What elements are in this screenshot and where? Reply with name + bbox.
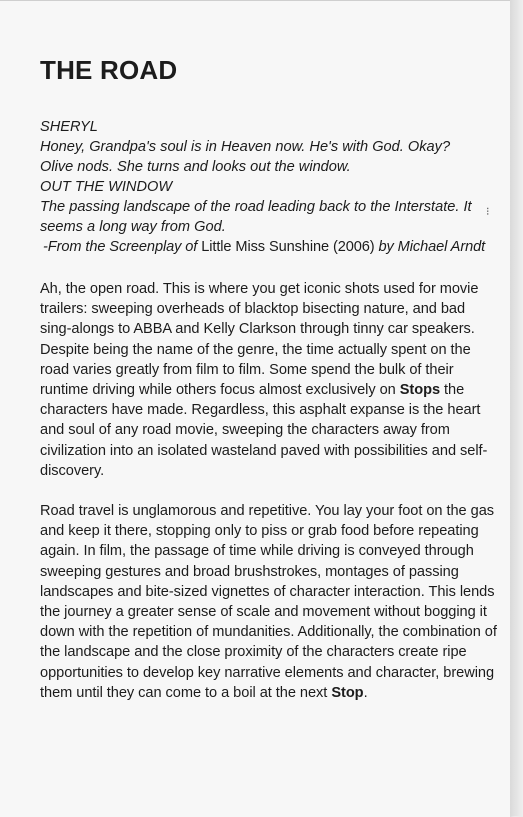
margin-mark: ⁝: [486, 206, 490, 218]
epigraph-line: SHERYL: [40, 119, 98, 135]
paragraph-text: Road travel is unglamorous and repetitive. You lay your foot on the gas and keep it there, stopping only to piss or grab food before repeating again. In film, the passage of time while driving is conveyed through sweeping gestures and broad brushstrokes, montages of passing landscapes and bite-sized vignettes of character interaction. This lends the journey a greater sense of scale and movement without bogging it down with the repetition of mundanities. Additionally, the combination of the landscape and the close proximity of the characters create ripe opportunities to develop key narrative elements and character, brewing them until they can come to a boil at the next: [40, 503, 497, 701]
epigraph-line: Honey, Grandpa's soul is in Heaven now. He's with God. Okay?: [40, 139, 451, 155]
attribution-prefix: -From the Screenplay of: [43, 239, 198, 255]
emphasis-term: Stop: [331, 684, 364, 701]
paragraph-text: .: [363, 684, 368, 701]
page-edge: [510, 0, 523, 816]
body-paragraph: [40, 279, 498, 481]
emphasis-term: Stops: [399, 382, 441, 399]
epigraph-attribution: [43, 237, 510, 257]
epigraph-line: Olive nods. She turns and looks out the window.: [40, 159, 351, 175]
epigraph-line: OUT THE WINDOW: [40, 179, 173, 195]
attribution-film: Little Miss Sunshine (2006): [201, 239, 375, 255]
body-paragraph: [40, 501, 498, 703]
paragraph-text: the characters have made. Regardless, this asphalt expanse is the heart and soul of any road movie, sweeping the characters away from civilization into an isolated wasteland paved with possibilities and self-discovery.: [40, 382, 488, 479]
paragraph-text: Ah, the open road. This is where you get iconic shots used for movie trailers: sweeping overheads of blacktop bisecting nature, and bad sing-alongs to ABBA and Kelly Clarkson through tinny car speakers. Despite being the name of the genre, the time actually spent on the road varies greatly from film to film. Some spend the bulk of their runtime driving while others focus almost exclusively on: [40, 281, 479, 399]
attribution-author: by Michael Arndt: [378, 239, 486, 255]
chapter-title: THE ROAD: [40, 55, 178, 85]
epigraph: [40, 117, 510, 257]
epigraph-line: The passing landscape of the road leading back to the Interstate. It seems a long way from God.: [40, 199, 472, 235]
